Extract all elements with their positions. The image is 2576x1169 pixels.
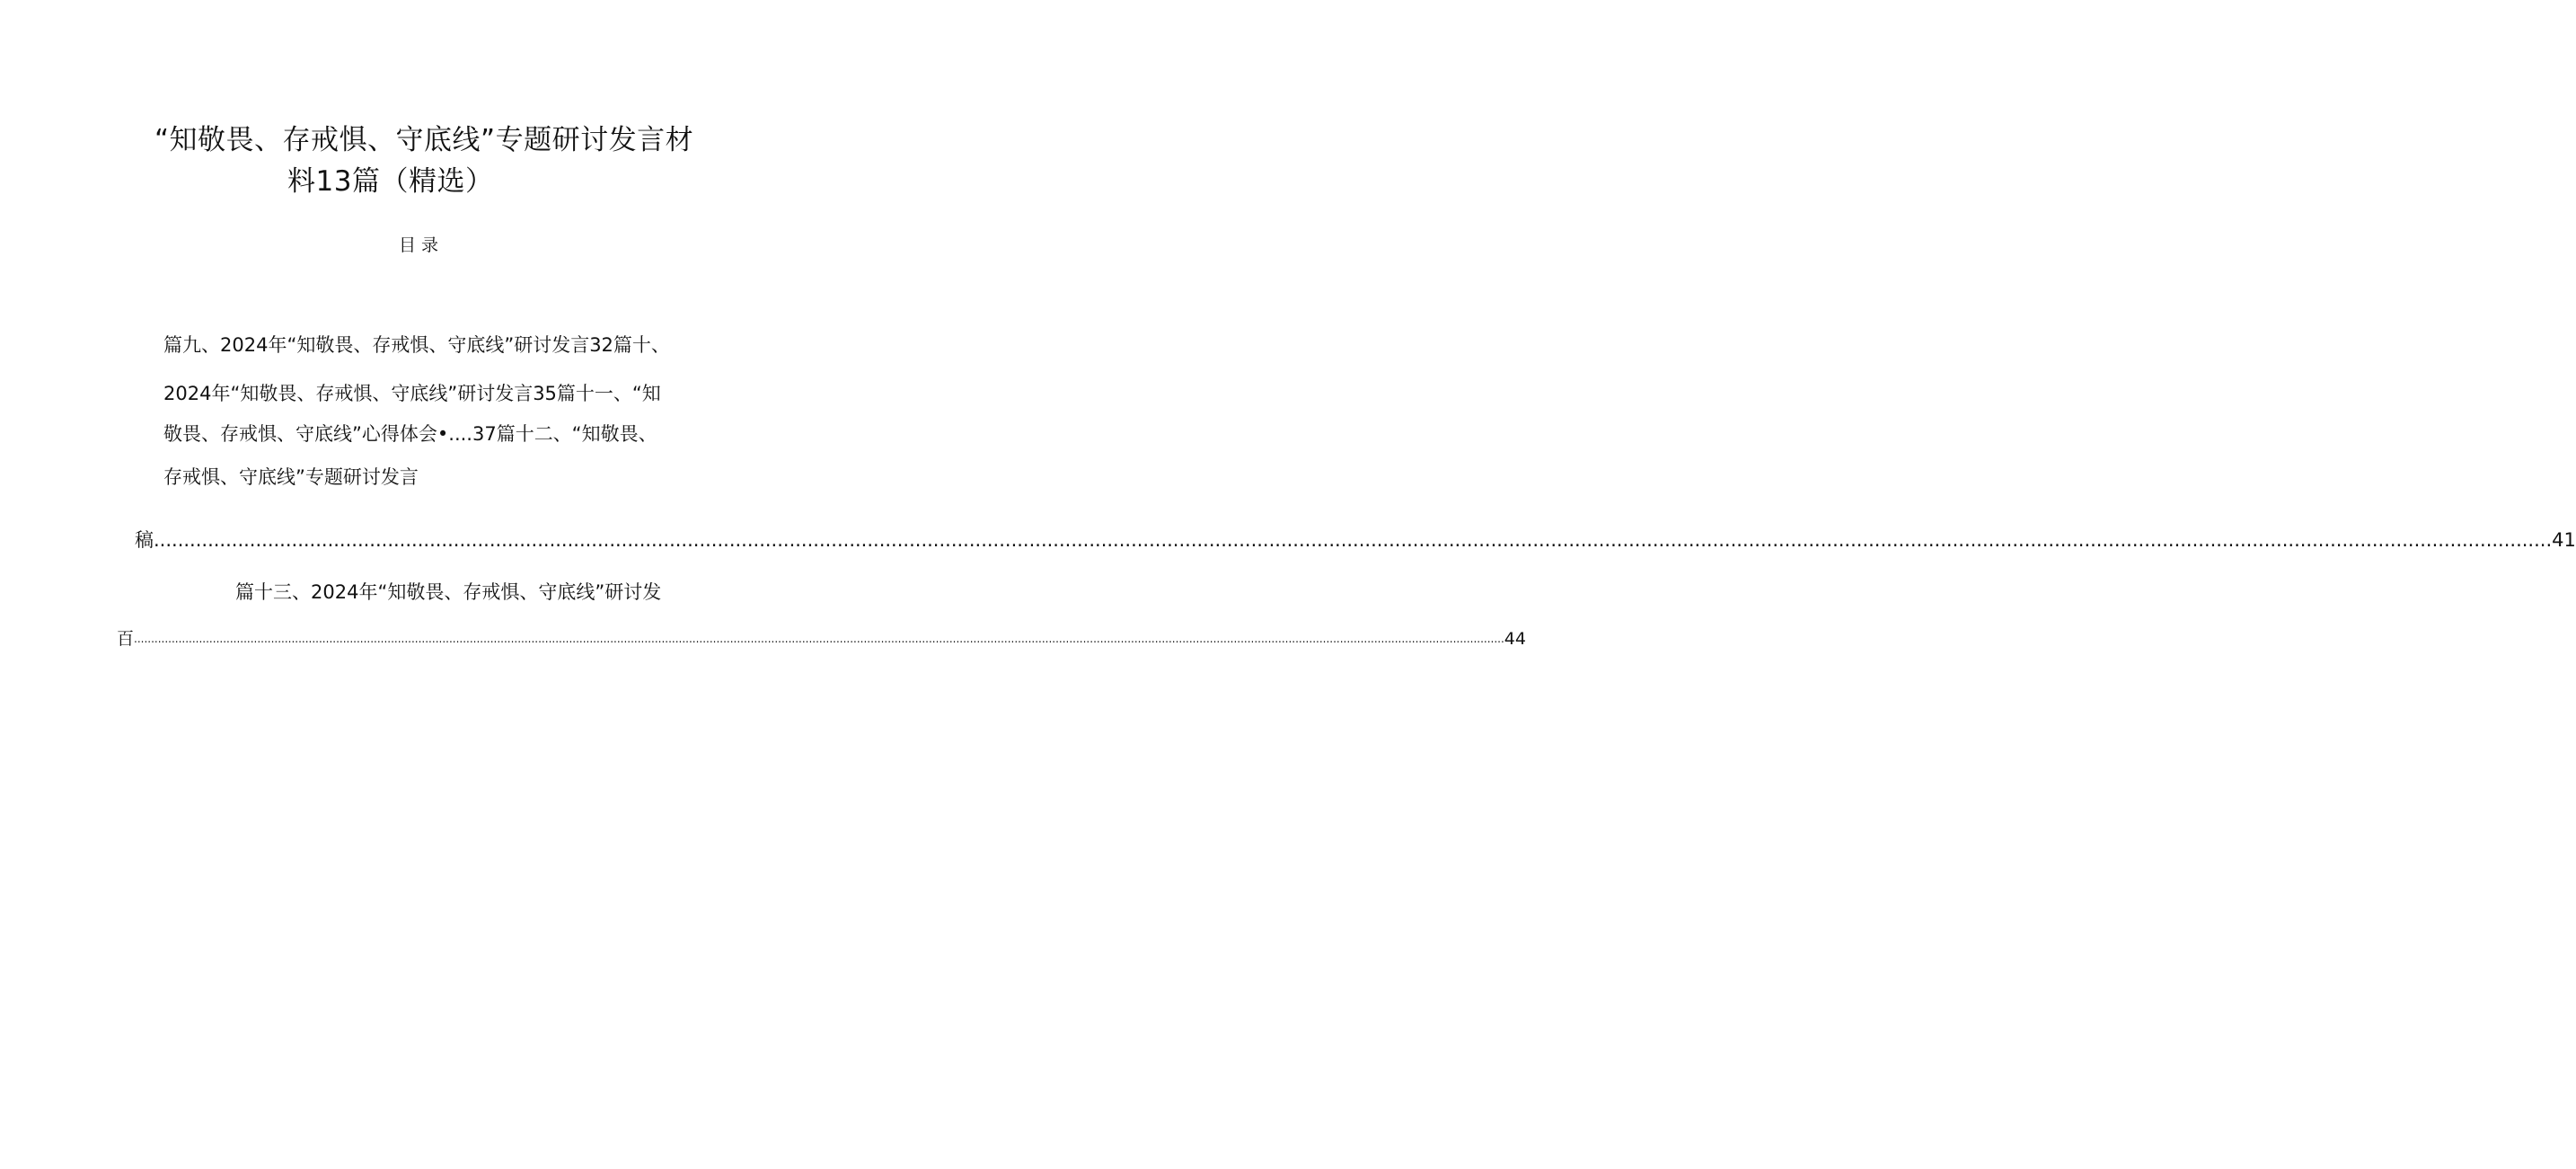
document-title-line-1: “知敬畏、存戒惧、守底线”专题研讨发言材 bbox=[154, 124, 694, 156]
toc-line: 2024年“知敬畏、存戒惧、守底线”研讨发言35篇十一、“知 bbox=[163, 383, 661, 404]
dot-leader: ................................................................................................................................................................................................................................................................................................................................................................................................................ bbox=[134, 633, 1504, 645]
toc-entry-text: 稿 bbox=[135, 529, 154, 551]
toc-line: 敬畏、存戒惧、守底线”心得体会•....37篇十二、“知敬畏、 bbox=[163, 423, 657, 445]
toc-page-number: 41 bbox=[2552, 529, 2576, 551]
toc-entry-44 bbox=[117, 625, 1526, 652]
toc-heading: 目录 bbox=[399, 235, 445, 255]
toc-line: 篇九、2024年“知敬畏、存戒惧、守底线”研讨发言32篇十、 bbox=[163, 334, 670, 356]
toc-line: 存戒惧、守底线”专题研讨发言 bbox=[163, 466, 419, 488]
toc-entry-heading: 篇十三、2024年“知敬畏、存戒惧、守底线”研讨发 bbox=[235, 581, 662, 603]
toc-entry-text: 百 bbox=[117, 629, 135, 649]
dot-leader: ................................................................................................................................................................................................................................................................................................................................................................................................................ bbox=[154, 529, 2553, 551]
toc-entry-41 bbox=[135, 525, 2576, 555]
document-title-line-2: 料13篇（精选） bbox=[287, 165, 494, 198]
toc-page-number: 44 bbox=[1504, 629, 1526, 649]
